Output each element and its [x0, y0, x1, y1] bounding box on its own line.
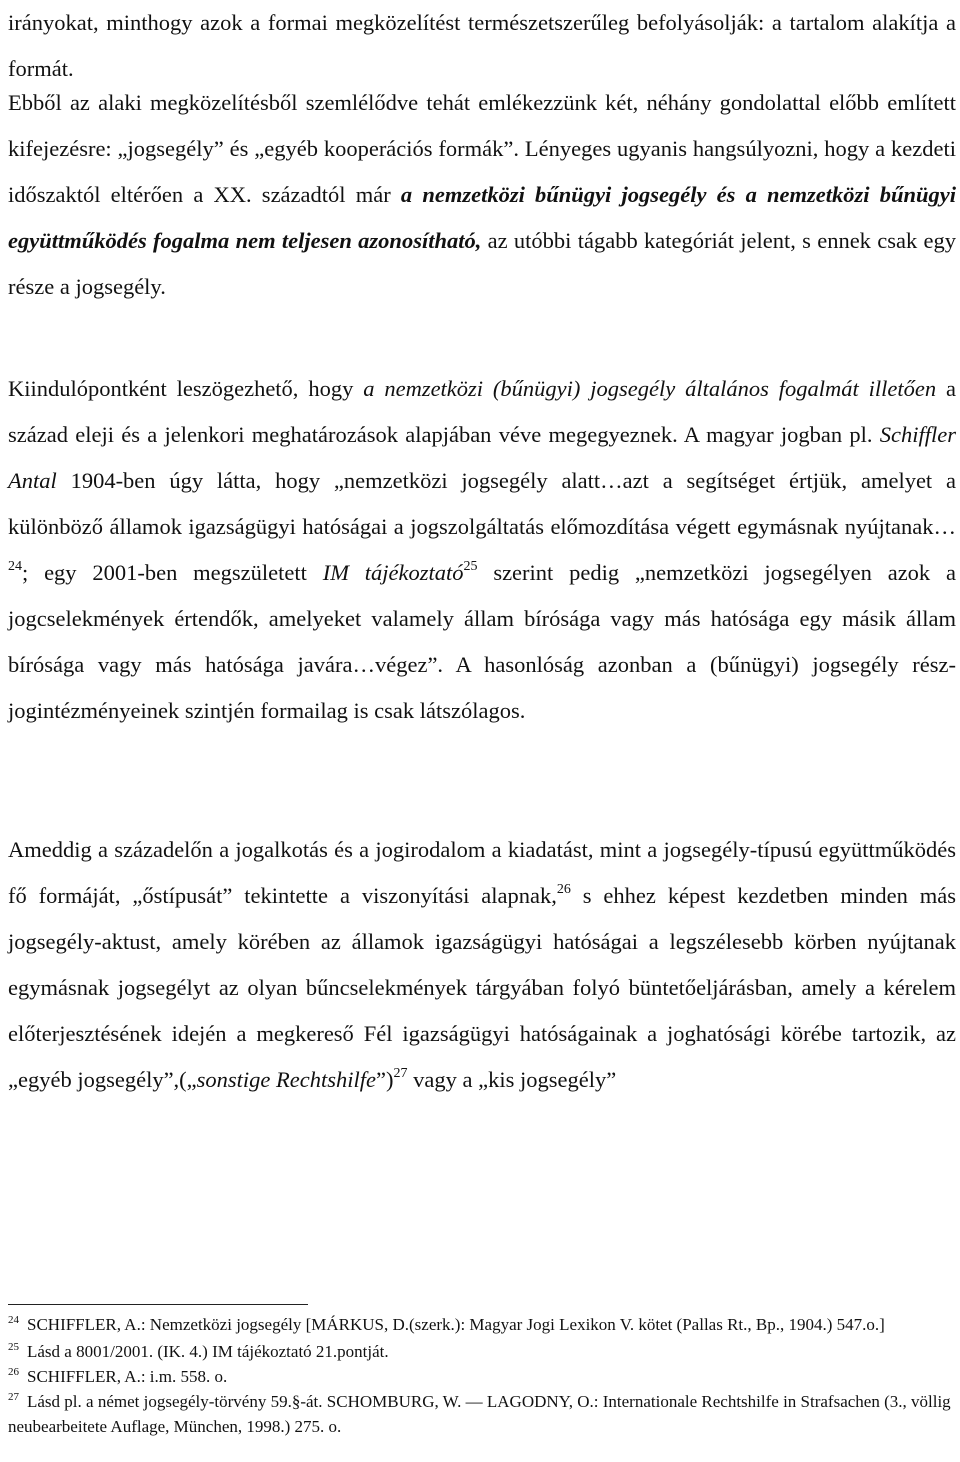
footnote-ref-26[interactable]: 26: [556, 882, 571, 897]
footnote-separator: [8, 1304, 308, 1305]
paragraph-text: 1904-ben úgy látta, hogy „nemzetközi jogsegély alatt…azt a segítséget értjük, amelyet a különböző államok igazságügyi hatóságai a jogszolgáltatás előmozdítása végett egymásnak nyújtanak…: [8, 468, 956, 539]
footnote-number: 27: [8, 1391, 19, 1403]
paragraph-text: vagy a „kis jogsegély”: [407, 1067, 617, 1092]
emphasis-italic: sonstige Rechtshilfe: [196, 1067, 377, 1092]
paragraph-text: s ehhez képest kezdetben minden más jogsegély-aktust, amely körében az államok igazságügyi hatóságai a legszélesebb körben nyújtanak egymásnak jogsegélyt az olyan bűncselekmények tárgyában folyó büntetőeljárásban, amely a kérelem előterjesztésének idején a megkereső Fél igazságügyi hatóságainak a joghatósági körébe tartozik, az „egyéb jogsegély”,(„: [8, 883, 956, 1092]
footnote-number: 25: [8, 1341, 19, 1353]
paragraph-text: Ameddig a századelőn a jogalkotás és a jogirodalom a kiadatást, mint a jogsegély-típusú együttműködés fő formáját, „őstípusát” tekintette a viszonyítási alapnak,: [8, 837, 956, 908]
paragraph-extradition: [8, 827, 956, 1103]
paragraph-text: irányokat, minthogy azok a formai megközelítést természetszerűleg befolyásolják: a tartalom alakítja a formát.: [8, 10, 956, 81]
footnote-text: SCHIFFLER, A.: i.m. 558. o.: [27, 1367, 228, 1386]
paragraph-text: ”): [376, 1067, 394, 1092]
footnote-ref-27[interactable]: 27: [393, 1066, 408, 1081]
footnote-25: [8, 1339, 956, 1364]
footnote-text: Lásd pl. a német jogsegély-törvény 59.§-át. SCHOMBURG, W. — LAGODNY, O.: Internationale Rechtshilfe in Strafsachen (3., völlig neubearbeitete Auflage, München, 1998.) 275. o.: [8, 1392, 951, 1436]
paragraph-text: a század eleji és a jelenkori meghatározások alapjában véve megegyeznek. A magyar jogban pl.: [8, 376, 957, 447]
footnotes: [8, 1312, 956, 1439]
paragraph-intro-continued: [8, 0, 956, 92]
paragraph-text: az utóbbi tágabb kategóriát jelent, s ennek csak egy része a jogsegély.: [8, 228, 956, 299]
paragraph-text: szerint pedig „nemzetközi jogsegélyen azok a jogcselekmények értendők, amelyeket valamely állam bírósága vagy más hatósága egy másik állam bírósága vagy más hatósága javára…végez”. A hasonlóság azonban a (bűnügyi) jogsegély rész-jogintézményeinek szintjén formailag is csak látszólagos.: [8, 560, 956, 723]
footnote-text: Lásd a 8001/2001. (IK. 4.) IM tájékoztató 21.pontját.: [27, 1342, 389, 1361]
footnote-ref-25[interactable]: 25: [463, 559, 478, 574]
paragraph-definition: [8, 366, 956, 734]
emphasis-bold-italic: a nemzetközi bűnügyi jogsegély és a nemzetközi bűnügyi együttműködés fogalma nem teljesen azonosítható,: [8, 182, 957, 253]
paragraph-text: Ebből az alaki megközelítésből szemlélődve tehát emlékezzünk két, néhány gondolattal előbb említett kifejezésre: „jogsegély” és „egyéb kooperációs formák”. Lényeges ugyanis hangsúlyozni, hogy a kezdeti időszaktól eltérően a XX. századtól már: [8, 90, 956, 207]
paragraph-text: Kiindulópontként leszögezhető, hogy: [8, 376, 364, 401]
paragraph-text: ; egy 2001-ben megszületett: [22, 560, 323, 585]
footnote-24: [8, 1312, 956, 1337]
footnote-26: [8, 1364, 956, 1389]
footnote-27: [8, 1389, 956, 1439]
emphasis-italic: IM tájékoztató: [322, 560, 464, 585]
paragraph-formal-approach: [8, 80, 956, 310]
footnote-ref-24[interactable]: 24: [8, 559, 22, 574]
footnote-number: 24: [8, 1314, 19, 1326]
footnote-number: 26: [8, 1366, 19, 1378]
author-name: Schiffler Antal: [8, 422, 956, 493]
footnote-text: SCHIFFLER, A.: Nemzetközi jogsegély [MÁRKUS, D.(szerk.): Magyar Jogi Lexikon V. kötet (Pallas Rt., Bp., 1904.) 547.o.]: [27, 1315, 885, 1334]
emphasis-italic: a nemzetközi (bűnügyi) jogsegély általános fogalmát illetően: [363, 376, 937, 401]
